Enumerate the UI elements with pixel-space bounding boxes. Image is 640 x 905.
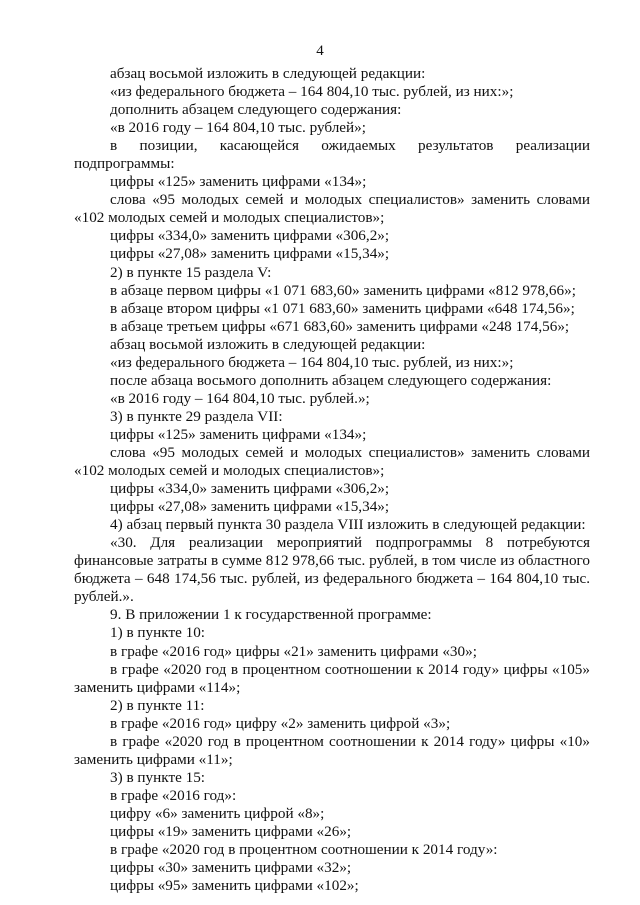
paragraph: слова «95 молодых семей и молодых специалистов» заменить словами «102 молодых семей и молодых специалистов»;: [74, 191, 590, 227]
paragraph: «из федерального бюджета – 164 804,10 тыс. рублей, из них:»;: [110, 353, 514, 371]
paragraph: цифры «30» заменить цифрами «32»;: [110, 859, 352, 877]
paragraph: цифры «27,08» заменить цифрами «15,34»;: [110, 245, 390, 263]
paragraph: цифры «95» заменить цифрами «102»;: [110, 877, 359, 895]
paragraph: абзац восьмой изложить в следующей редакции:: [110, 335, 426, 353]
paragraph: в графе «2016 год» цифры «21» заменить цифрами «30»;: [110, 642, 477, 660]
paragraph: цифры «125» заменить цифрами «134»;: [110, 425, 367, 443]
paragraph: цифру «6» заменить цифрой «8»;: [110, 804, 325, 822]
paragraph: 3) в пункте 15:: [110, 768, 206, 786]
paragraph: «из федерального бюджета – 164 804,10 тыс. рублей, из них:»;: [110, 83, 514, 101]
paragraph: в графе «2016 год» цифру «2» заменить цифрой «3»;: [110, 714, 451, 732]
paragraph: 4) абзац первый пункта 30 раздела VIII изложить в следующей редакции:: [110, 516, 586, 534]
paragraph: цифры «334,0» заменить цифрами «306,2»;: [110, 227, 390, 245]
paragraph: цифры «125» заменить цифрами «134»;: [110, 173, 367, 191]
paragraph: в графе «2016 год»:: [110, 786, 237, 804]
paragraph: 2) в пункте 15 раздела V:: [110, 263, 272, 281]
paragraph: «30. Для реализации мероприятий подпрограммы 8 потребуются финансовые затраты в сумме 812 978,66 тыс. рублей, в том числе из областного бюджета – 648 174,56 тыс. рублей, из федерального бюджета – 164 804,10 тыс. рублей.».: [74, 534, 590, 606]
paragraph: в абзаце втором цифры «1 071 683,60» заменить цифрами «648 174,56»;: [110, 299, 575, 317]
paragraph: слова «95 молодых семей и молодых специалистов» заменить словами «102 молодых семей и молодых специалистов»;: [74, 443, 590, 480]
paragraph: «в 2016 году – 164 804,10 тыс. рублей»;: [110, 119, 366, 137]
paragraph: цифры «19» заменить цифрами «26»;: [110, 822, 352, 840]
paragraph: цифры «334,0» заменить цифрами «306,2»;: [110, 480, 390, 498]
paragraph: в позиции, касающейся ожидаемых результатов реализации подпрограммы:: [74, 137, 590, 173]
paragraph: после абзаца восьмого дополнить абзацем следующего содержания:: [110, 371, 552, 389]
paragraph: абзац восьмой изложить в следующей редакции:: [110, 65, 426, 82]
paragraph: 3) в пункте 29 раздела VII:: [110, 407, 283, 425]
paragraph: в абзаце третьем цифры «671 683,60» заменить цифрами «248 174,56»;: [110, 317, 570, 335]
paragraph: в графе «2020 год в процентном соотношении к 2014 году» цифры «10» заменить цифрами «11»;: [74, 732, 590, 768]
paragraph: 1) в пункте 10:: [110, 624, 206, 642]
paragraph: в абзаце первом цифры «1 071 683,60» заменить цифрами «812 978,66»;: [110, 281, 576, 299]
paragraph: в графе «2020 год в процентном соотношении к 2014 году» цифры «105» заменить цифрами «114»;: [74, 660, 590, 696]
page-number: 4: [316, 43, 324, 59]
paragraph: «в 2016 году – 164 804,10 тыс. рублей.»;: [110, 389, 370, 407]
paragraph: дополнить абзацем следующего содержания:: [110, 101, 402, 119]
paragraph: 9. В приложении 1 к государственной программе:: [110, 606, 432, 624]
document-body: [74, 65, 590, 895]
paragraph: в графе «2020 год в процентном соотношении к 2014 году»:: [110, 841, 498, 859]
paragraph: 2) в пункте 11:: [110, 696, 205, 714]
paragraph: цифры «27,08» заменить цифрами «15,34»;: [110, 498, 390, 516]
